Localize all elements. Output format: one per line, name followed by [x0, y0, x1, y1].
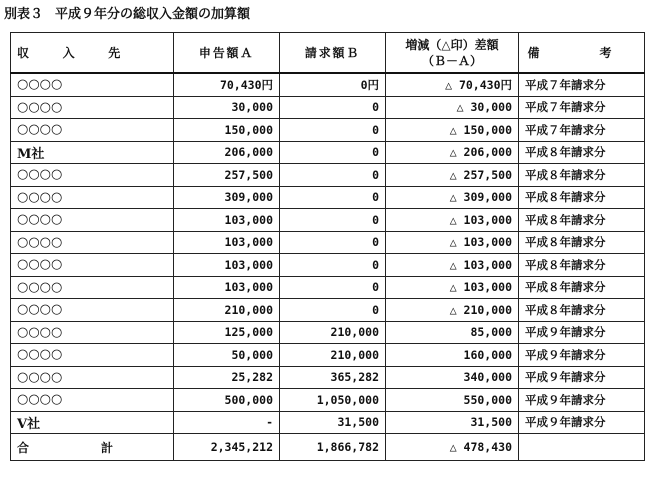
difference-cell: 31,500: [386, 411, 519, 434]
header-difference-line1: 増減（△印）差額: [405, 37, 499, 52]
amount-a-cell: 150,000: [174, 119, 280, 142]
amount-b-cell: 31,500: [280, 411, 386, 434]
amount-a-cell: 309,000: [174, 186, 280, 209]
source-cell: M社: [11, 141, 174, 164]
source-cell: ○○○○: [11, 276, 174, 299]
amount-a-cell: 125,000: [174, 321, 280, 344]
note-cell: 平成８年請求分: [519, 231, 645, 254]
amount-b-cell: 365,282: [280, 366, 386, 389]
amount-b-cell: 210,000: [280, 344, 386, 367]
note-cell: 平成９年請求分: [519, 366, 645, 389]
table-row: [11, 141, 645, 164]
amount-b-cell: 0: [280, 299, 386, 322]
total-note: [519, 434, 645, 461]
amount-b-cell: 0: [280, 186, 386, 209]
table-body: [11, 73, 645, 434]
amount-a-cell: 25,282: [174, 366, 280, 389]
total-amount-a: 2,345,212: [174, 434, 280, 461]
amount-b-cell: 0: [280, 96, 386, 119]
difference-cell: △ 103,000: [386, 276, 519, 299]
table-row: [11, 344, 645, 367]
amount-a-cell: 70,430円: [174, 73, 280, 96]
table-row: [11, 186, 645, 209]
note-cell: 平成８年請求分: [519, 299, 645, 322]
source-cell: ○○○○: [11, 344, 174, 367]
amount-a-cell: 206,000: [174, 141, 280, 164]
table-row: [11, 231, 645, 254]
source-cell: ○○○○: [11, 73, 174, 96]
table-row: [11, 389, 645, 412]
amount-a-cell: -: [174, 411, 280, 434]
header-difference: [386, 33, 519, 74]
note-cell: 平成８年請求分: [519, 254, 645, 277]
appendix-label: 別表３: [4, 7, 44, 22]
amount-a-cell: 103,000: [174, 276, 280, 299]
total-row: [11, 434, 645, 461]
amount-a-cell: 103,000: [174, 231, 280, 254]
difference-cell: 160,000: [386, 344, 519, 367]
table-row: [11, 164, 645, 187]
source-cell: ○○○○: [11, 366, 174, 389]
note-cell: 平成９年請求分: [519, 411, 645, 434]
amount-b-cell: 0: [280, 231, 386, 254]
difference-cell: △ 150,000: [386, 119, 519, 142]
note-cell: 平成９年請求分: [519, 321, 645, 344]
table-row: [11, 209, 645, 232]
header-source: 収 入 先: [11, 33, 174, 74]
header-difference-line2: （Ｂ－Ａ）: [421, 53, 482, 68]
source-cell: ○○○○: [11, 389, 174, 412]
amount-b-cell: 0: [280, 209, 386, 232]
amount-a-cell: 500,000: [174, 389, 280, 412]
amount-a-cell: 103,000: [174, 209, 280, 232]
amount-b-cell: 1,050,000: [280, 389, 386, 412]
difference-cell: 550,000: [386, 389, 519, 412]
source-cell: ○○○○: [11, 209, 174, 232]
note-cell: 平成８年請求分: [519, 209, 645, 232]
amount-a-cell: 30,000: [174, 96, 280, 119]
note-cell: 平成７年請求分: [519, 119, 645, 142]
amount-a-cell: 257,500: [174, 164, 280, 187]
amount-b-cell: 0: [280, 254, 386, 277]
source-cell: ○○○○: [11, 164, 174, 187]
source-cell: ○○○○: [11, 321, 174, 344]
table-row: [11, 321, 645, 344]
table-row: [11, 119, 645, 142]
difference-cell: 340,000: [386, 366, 519, 389]
income-table: [10, 32, 645, 461]
note-cell: 平成７年請求分: [519, 73, 645, 96]
amount-a-cell: 50,000: [174, 344, 280, 367]
note-cell: 平成８年請求分: [519, 186, 645, 209]
table-row: [11, 73, 645, 96]
amount-b-cell: 210,000: [280, 321, 386, 344]
difference-cell: △ 309,000: [386, 186, 519, 209]
difference-cell: △ 103,000: [386, 254, 519, 277]
difference-cell: △ 257,500: [386, 164, 519, 187]
amount-b-cell: 0: [280, 141, 386, 164]
source-cell: ○○○○: [11, 186, 174, 209]
note-cell: 平成８年請求分: [519, 141, 645, 164]
source-cell: ○○○○: [11, 96, 174, 119]
difference-cell: △ 206,000: [386, 141, 519, 164]
header-row: [11, 33, 645, 74]
note-cell: 平成９年請求分: [519, 389, 645, 412]
note-cell: 平成８年請求分: [519, 164, 645, 187]
table-row: [11, 254, 645, 277]
title-text: 平成９年分の総収入金額の加算額: [55, 7, 251, 22]
table-row: [11, 366, 645, 389]
source-cell: V社: [11, 411, 174, 434]
note-cell: 平成８年請求分: [519, 276, 645, 299]
amount-b-cell: 0: [280, 119, 386, 142]
total-amount-b: 1,866,782: [280, 434, 386, 461]
difference-cell: △ 103,000: [386, 231, 519, 254]
table-row: [11, 299, 645, 322]
difference-cell: △ 70,430円: [386, 73, 519, 96]
table-row: [11, 276, 645, 299]
header-amount-a: 申告額Ａ: [174, 33, 280, 74]
amount-a-cell: 210,000: [174, 299, 280, 322]
source-cell: ○○○○: [11, 299, 174, 322]
source-cell: ○○○○: [11, 231, 174, 254]
header-note: 備 考: [519, 33, 645, 74]
difference-cell: 85,000: [386, 321, 519, 344]
difference-cell: △ 30,000: [386, 96, 519, 119]
difference-cell: △ 103,000: [386, 209, 519, 232]
difference-cell: △ 210,000: [386, 299, 519, 322]
document-title: [4, 2, 250, 28]
amount-a-cell: 103,000: [174, 254, 280, 277]
amount-b-cell: 0円: [280, 73, 386, 96]
amount-b-cell: 0: [280, 276, 386, 299]
note-cell: 平成９年請求分: [519, 344, 645, 367]
source-cell: ○○○○: [11, 254, 174, 277]
total-label: 合 計: [11, 434, 174, 461]
table-row: [11, 96, 645, 119]
amount-b-cell: 0: [280, 164, 386, 187]
table-row: [11, 411, 645, 434]
total-difference: △ 478,430: [386, 434, 519, 461]
note-cell: 平成７年請求分: [519, 96, 645, 119]
header-amount-b: 請求額Ｂ: [280, 33, 386, 74]
source-cell: ○○○○: [11, 119, 174, 142]
